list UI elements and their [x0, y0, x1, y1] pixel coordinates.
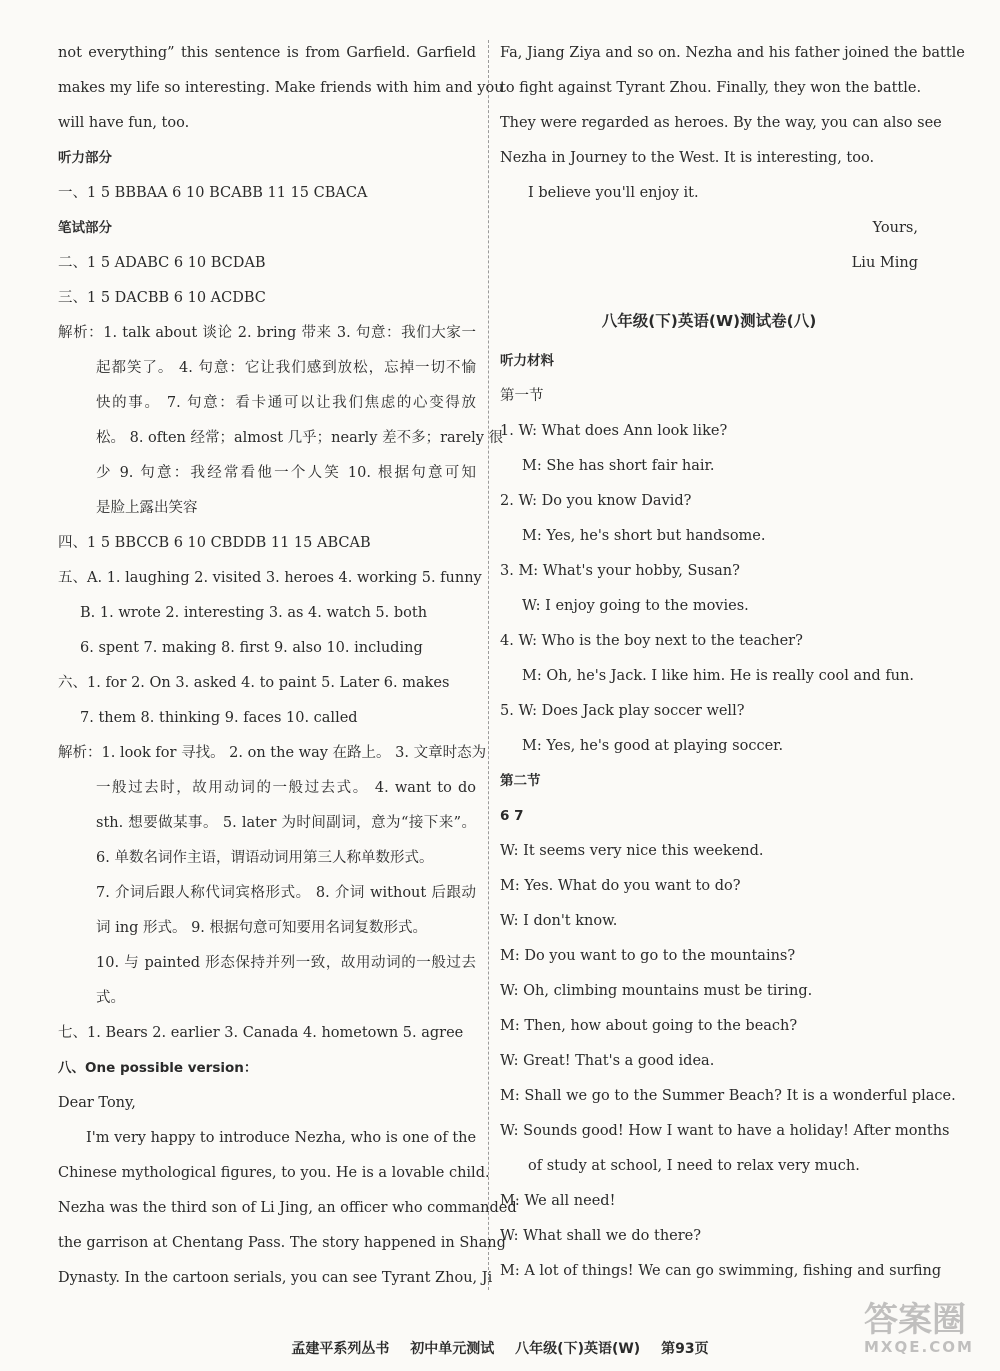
text-line: I'm very happy to introduce Nezha, who is one of the — [86, 1130, 477, 1146]
text-line: Chinese mythological figures, to you. He is a lovable child. — [58, 1165, 490, 1181]
text-line: M: We all need! — [500, 1193, 616, 1209]
text-line: They were regarded as heroes. By the way, you can also see — [500, 115, 942, 131]
text-line: Nezha in Journey to the West. It is interesting, too. — [500, 150, 875, 166]
text-line: 6. 单数名词作主语，谓语动词用第三人称单数形式。 — [96, 850, 434, 866]
page-footer — [0, 1338, 1000, 1358]
text-line: I believe you'll enjoy it. — [528, 185, 699, 201]
text-line: 7. 介词后跟人称代词宾格形式。 8. 介词 without 后跟动 — [96, 885, 476, 901]
text-line: W: Sounds good! How I want to have a holiday! After months — [500, 1123, 950, 1139]
text-line: 八、One possible version： — [58, 1060, 258, 1076]
text-line: 2. W: Do you know David? — [500, 493, 692, 509]
text-line: 解析：1. talk about 谈论 2. bring 带来 3. 句意：我们大家一 — [58, 325, 476, 341]
text-line: 四、1 5 BBCCB 6 10 CBDDB 11 15 ABCAB — [58, 535, 371, 551]
letter-ending — [500, 36, 965, 281]
text-line: M: Do you want to go to the mountains? — [500, 948, 796, 964]
text-line: will have fun, too. — [58, 115, 190, 131]
text-line: 6. spent 7. making 8. first 9. also 10. including — [80, 640, 423, 656]
text-line: sth. 想要做某事。 5. later 为时间副词，意为“接下来”。 — [96, 815, 476, 831]
text-line: M: Shall we go to the Summer Beach? It is a wonderful place. — [500, 1088, 956, 1104]
test-title: 八年级(下)英语(W)测试卷(八) — [601, 312, 817, 330]
text-line: 笔试部分 — [58, 220, 112, 236]
text-line: 6 7 — [500, 808, 524, 824]
text-line: Dynasty. In the cartoon serials, you can see Tyrant Zhou, Ji — [58, 1270, 493, 1286]
text-line: Dear Tony, — [58, 1095, 136, 1111]
text-line: to fight against Tyrant Zhou. Finally, they won the battle. — [500, 80, 922, 96]
text-line: 六、1. for 2. On 3. asked 4. to paint 5. Later 6. makes — [58, 675, 450, 691]
footer-book: 初中单元测试 — [410, 1341, 495, 1357]
text-line: 词 ing 形式。 9. 根据句意可知要用名词复数形式。 — [96, 920, 428, 936]
text-line: Yours, — [872, 220, 918, 236]
text-line: W: I don't know. — [500, 913, 618, 929]
text-line: M: She has short fair hair. — [522, 458, 715, 474]
text-line: 快的事。 7. 句意：看卡通可以让我们焦虑的心变得放 — [96, 395, 476, 411]
text-line: W: What shall we do there? — [500, 1228, 702, 1244]
watermark-logo — [864, 1302, 974, 1362]
text-line: M: Yes. What do you want to do? — [500, 878, 741, 894]
text-line: W: I enjoy going to the movies. — [522, 598, 749, 614]
text-line: 一般过去时，故用动词的一般过去式。 4. want to do — [96, 780, 476, 796]
text-line: M: Yes, he's good at playing soccer. — [522, 738, 784, 754]
text-line: M: Oh, he's Jack. I like him. He is really cool and fun. — [522, 668, 914, 684]
right-column — [500, 36, 965, 1289]
text-line: not everything” this sentence is from Garfield. Garfield — [58, 45, 476, 61]
text-line: B. 1. wrote 2. interesting 3. as 4. watch 5. both — [80, 605, 428, 621]
text-line: 解析：1. look for 寻找。 2. on the way 在路上。 3. 文章时态为 — [58, 745, 487, 761]
footer-grade: 八年级(下)英语(W) — [515, 1341, 641, 1357]
text-line: 3. M: What's your hobby, Susan? — [500, 563, 740, 579]
column-divider — [488, 40, 489, 1290]
text-line: 三、1 5 DACBB 6 10 ACDBC — [58, 290, 266, 306]
text-line: 松。 8. often 经常；almost 几乎；nearly 差不多；rarely 很 — [96, 430, 504, 446]
text-line: W: Oh, climbing mountains must be tiring. — [500, 983, 813, 999]
text-line: Fa, Jiang Ziya and so on. Nezha and his father joined the battle — [500, 45, 965, 61]
text-line: the garrison at Chentang Pass. The story happened in Shang — [58, 1235, 506, 1251]
watermark-url: MXQE.COM — [864, 1338, 974, 1356]
text-line: 式。 — [96, 990, 125, 1006]
text-line: W: It seems very nice this weekend. — [500, 843, 764, 859]
text-line: 5. W: Does Jack play soccer well? — [500, 703, 745, 719]
text-line: 一、1 5 BBBAA 6 10 BCABB 11 15 CBACA — [58, 185, 368, 201]
text-line: Nezha was the third son of Li Jing, an officer who commanded — [58, 1200, 517, 1216]
text-line: of study at school, I need to relax very much. — [528, 1158, 860, 1174]
text-line: 第二节 — [500, 773, 541, 789]
text-line: 起都笑了。 4. 句意：它让我们感到放松，忘掉一切不愉 — [96, 360, 476, 376]
footer-page-number: 第93页 — [661, 1341, 709, 1357]
text-line: M: A lot of things! We can go swimming, fishing and surfing — [500, 1263, 942, 1279]
text-line: 听力材料 — [500, 353, 554, 369]
text-line: 第一节 — [500, 388, 544, 404]
text-line: 4. W: Who is the boy next to the teacher? — [500, 633, 803, 649]
text-line: 少 9. 句意：我经常看他一个人笑 10. 根据句意可知 — [96, 465, 476, 481]
text-line: M: Yes, he's short but handsome. — [522, 528, 766, 544]
text-line: W: Great! That's a good idea. — [500, 1053, 715, 1069]
text-line: 五、A. 1. laughing 2. visited 3. heroes 4. working 5. funny — [58, 570, 482, 586]
text-line: 听力部分 — [58, 150, 112, 166]
text-line: 7. them 8. thinking 9. faces 10. called — [80, 710, 358, 726]
text-line: 是脸上露出笑容 — [96, 500, 198, 516]
text-line: 10. 与 painted 形态保持并列一致，故用动词的一般过去 — [96, 955, 476, 971]
text-line: 二、1 5 ADABC 6 10 BCDAB — [58, 255, 266, 271]
footer-series: 孟建平系列丛书 — [291, 1341, 390, 1357]
text-line: makes my life so interesting. Make friends with him and you — [58, 80, 504, 96]
text-line: Liu Ming — [851, 255, 918, 271]
watermark-text: 答案圈 — [864, 1300, 966, 1340]
text-line: M: Then, how about going to the beach? — [500, 1018, 798, 1034]
text-line: 1. W: What does Ann look like? — [500, 423, 728, 439]
listening-script — [500, 344, 956, 1289]
text-line: 七、1. Bears 2. earlier 3. Canada 4. hometown 5. agree — [58, 1025, 464, 1041]
